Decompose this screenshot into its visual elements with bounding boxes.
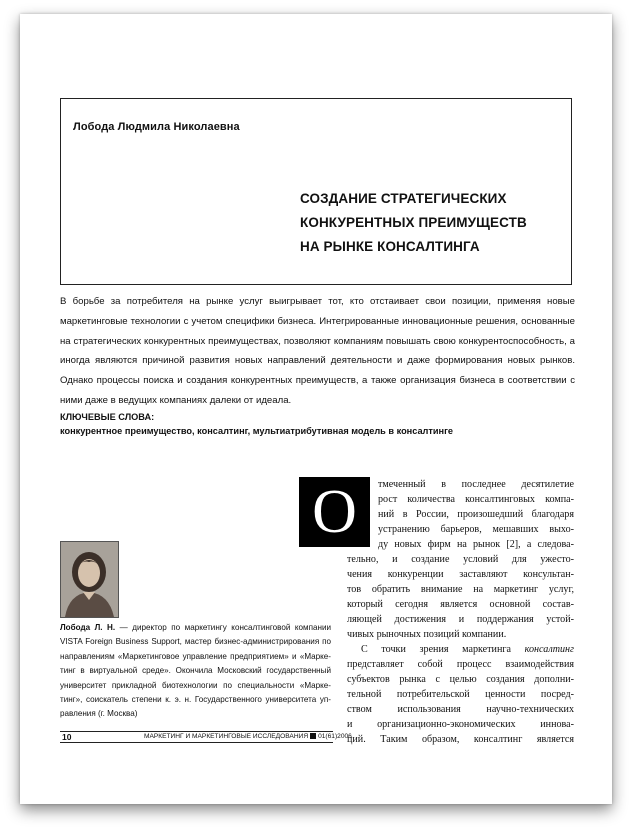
square-bullet-icon xyxy=(310,733,316,739)
body-line: чения конкуренции заставляют консультан- xyxy=(347,569,574,580)
bio-line: VISTA Foreign Business Support, мастер бизнес-администрирования по xyxy=(60,637,331,647)
body-line: который сегодня является основной состав- xyxy=(347,599,574,610)
author-bio xyxy=(60,621,331,722)
body-line: ством использования научно-технических xyxy=(347,704,574,715)
author-portrait-icon xyxy=(61,542,118,617)
article-page xyxy=(20,14,612,804)
abstract-paragraph: В борьбе за потребителя на рынке услуг выигрывает тот, кто отстаивает свои позиции, применяя новые маркетинговые технологии с учетом специфики бизнеса. Интегрированные инновационные решения, основанные на стратегических конкурентных преимуществах, позволяют компаниям повышать свою конкурентоспособность, а иногда являются причиной развития новых направлений деятельности и даже формирования новых рынков. Однако процессы поиска и создания конкурентных преимуществ, а также организация бизнеса в соответствии с ними даже в ведущих компаниях далеки от идеала. xyxy=(60,296,575,406)
bio-line: тинг», соискатель степени к. э. н. Государственного университета уп- xyxy=(60,695,331,705)
body-line: рост количества консалтинговых компа- xyxy=(378,494,574,505)
keywords-text: конкурентное преимущество, консалтинг, мультиатрибутивная модель в консалтинге xyxy=(60,426,454,436)
title-line: СОЗДАНИЕ СТРАТЕГИЧЕСКИХ xyxy=(300,191,507,206)
body-line: представляет собой процесс взаимодействия xyxy=(347,659,574,670)
title-line: НА РЫНКЕ КОНСАЛТИНГА xyxy=(300,239,480,254)
author-photo xyxy=(60,541,119,618)
bio-line: равления (г. Москва) xyxy=(60,709,138,719)
title-line: КОНКУРЕНТНЫХ ПРЕИМУЩЕСТВ xyxy=(300,215,527,230)
bio-line: направлениям «Маркетинговое управление предприятием» и «Марке- xyxy=(60,651,331,661)
body-line: ду новых фирм на рынок [2], а следова- xyxy=(378,539,574,550)
bio-line: тинг в виртуальной среде». Окончила Московский государственный xyxy=(60,666,331,676)
body-line: устранению барьеров, мешавших выхо- xyxy=(378,524,574,535)
body-line: и организационно-экономических иннова- xyxy=(347,719,574,730)
body-line: тельно, и создание условий для ужесто- xyxy=(347,554,574,565)
journal-name: МАРКЕТИНГ И МАРКЕТИНГОВЫЕ ИССЛЕДОВАНИЯ xyxy=(144,733,309,740)
body-column-top xyxy=(378,477,574,552)
journal-footer xyxy=(144,731,352,743)
page-number: 10 xyxy=(62,732,72,742)
keywords-label: КЛЮЧЕВЫЕ СЛОВА: xyxy=(60,412,155,422)
title-box xyxy=(60,98,572,285)
bio-name: Лобода Л. Н. xyxy=(60,623,116,632)
body-line: ций. Таким образом, консалтинг является xyxy=(347,734,574,745)
body-line: чивых рыночных позиций компании. xyxy=(347,629,507,640)
drop-cap: О xyxy=(299,477,370,547)
body-line-with-italic xyxy=(347,642,574,657)
journal-issue: 01(61)2006 xyxy=(318,733,352,740)
body-line: ляющей достижения и поддержания устой- xyxy=(347,614,574,625)
body-line-start: С точки зрения маркетинга xyxy=(361,644,525,655)
body-line: субъектов рынка с целью создания дополни- xyxy=(347,674,574,685)
bio-line xyxy=(60,621,331,635)
author-name: Лобода Людмила Николаевна xyxy=(73,121,240,133)
article-title xyxy=(300,187,562,259)
body-line: ний в России, произошедший благодаря xyxy=(378,509,574,520)
bio-line-text: — директор по маркетингу консалтинговой компании xyxy=(115,623,331,632)
body-line: тельной потребительской ценности посред- xyxy=(347,689,574,700)
body-line: тов обратить внимание на маркетинг услуг, xyxy=(347,584,574,595)
body-line: тмеченный в последнее десятилетие xyxy=(378,479,574,490)
body-column xyxy=(347,552,574,747)
bio-line: университет прикладной биотехнологии по специальности «Марке- xyxy=(60,680,331,690)
italic-term: консалтинг xyxy=(524,644,574,655)
